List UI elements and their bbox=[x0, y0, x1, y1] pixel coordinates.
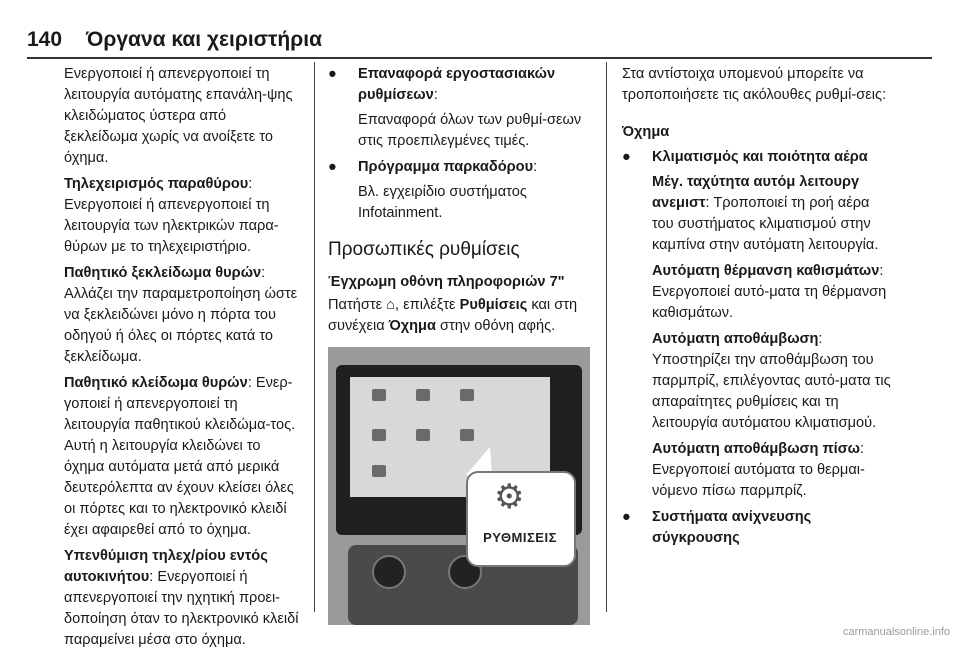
column-1 bbox=[64, 64, 302, 656]
bullet-factory-reset bbox=[328, 64, 590, 106]
bullet-term: Πρόγραμμα παρκαδόρου bbox=[358, 159, 534, 175]
bullet-term: Κλιματισμός και ποιότητα αέρα bbox=[652, 149, 868, 165]
instr-bold-settings: Ρυθμίσεις bbox=[459, 297, 528, 313]
app-tile bbox=[364, 465, 394, 493]
column-3 bbox=[622, 64, 892, 553]
sub-setting-fan-speed bbox=[622, 172, 892, 256]
home-icon: ⌂ bbox=[386, 297, 396, 313]
setting-passive-lock bbox=[64, 373, 302, 541]
bullet-term: Συστήματα ανίχνευσης σύγκρουσης bbox=[652, 509, 812, 546]
setting-text: : Ενερ-γοποιεί ή απενεργοποιεί τη λειτουργία παθητικού κλειδώμα-τος. Αυτή η λειτουργία κλειδώνει το όχημα αυτόματα μετά από μερικά δευτερόλεπτα αν έχουν κλείσει όλες οι πόρτες και το ηλεκτρονικό κλειδί έχει αφαιρεθεί από το όχημα. bbox=[64, 375, 296, 538]
app-icon bbox=[372, 465, 386, 477]
watermark: carmanualsonline.info bbox=[842, 626, 950, 638]
setting-term: Τηλεχειρισμός παραθύρου bbox=[64, 176, 249, 192]
gears-icon: ⚙ bbox=[494, 478, 525, 516]
bullet-valet-mode bbox=[328, 157, 590, 178]
column-2 bbox=[328, 64, 590, 625]
group-title: Όχημα bbox=[622, 124, 670, 140]
setting-term: Μέγ. ταχύτητα αυτόμ λειτουργ ανεμιστ bbox=[652, 174, 860, 211]
bullet-term: Επαναφορά εργοστασιακών ρυθμίσεων bbox=[358, 66, 556, 103]
setting-term: Αυτόματη αποθάμβωση πίσω bbox=[652, 441, 861, 457]
app-icon bbox=[416, 429, 430, 441]
page-number: 140 bbox=[27, 28, 63, 51]
sub-setting-defog bbox=[622, 329, 892, 434]
bullet-marker: ● bbox=[622, 149, 631, 165]
bullet-climate bbox=[622, 147, 892, 168]
setting-text: : Υποστηρίζει την αποθάμβωση του παρμπρίζ, επιλέγοντας αυτό-ματα τις απαραίτητες ρυθμίσεις και τη λειτουργία αυτόματου κλιματισμού. bbox=[652, 331, 891, 431]
intro-paragraph: Ενεργοποιεί ή απενεργοποιεί τη λειτουργία αυτόματης επανάλη-ψης κλειδώματος ύστερα από ξεκλείδωμα χωρίς να ανοίξετε το όχημα. bbox=[64, 66, 293, 166]
app-tile bbox=[452, 389, 482, 417]
column-divider bbox=[314, 62, 315, 612]
intro-paragraph: Στα αντίστοιχα υπομενού μπορείτε να τροποποιήσετε τις ακόλουθες ρυθμί-σεις: bbox=[622, 66, 887, 103]
instr-bold-vehicle: Όχημα bbox=[388, 318, 436, 334]
bullet-colon: : bbox=[433, 87, 438, 103]
setting-key-reminder bbox=[64, 546, 302, 651]
app-icon bbox=[460, 389, 474, 401]
app-icon bbox=[416, 389, 430, 401]
sub-setting-seat-heat bbox=[622, 261, 892, 324]
volume-knob bbox=[372, 555, 406, 589]
setting-term: Αυτόματη αποθάμβωση bbox=[652, 331, 819, 347]
bullet-text: Βλ. εγχειρίδιο συστήματος Infotainment. bbox=[358, 184, 527, 221]
app-tile bbox=[364, 429, 394, 457]
settings-label: ΡΥΘΜΙΣΕΙΣ bbox=[483, 530, 557, 545]
bullet-collision bbox=[622, 507, 892, 549]
setting-text: : Αλλάζει την παραμετροποίηση ώστε να ξεκλειδώνει μόνο η πόρτα του οδηγού ή όλες οι πόρτες κατά το ξεκλείδωμα. bbox=[64, 265, 298, 365]
setting-term: Υπενθύμιση τηλεχ/ρίου εντός αυτοκινήτου bbox=[64, 548, 268, 585]
setting-term: Παθητικό ξεκλείδωμα θυρών bbox=[64, 265, 262, 281]
instr-text: Πατήστε bbox=[328, 297, 387, 313]
column-divider bbox=[606, 62, 607, 612]
infotainment-illustration bbox=[328, 347, 590, 625]
instr-text: , επιλέξτε bbox=[395, 297, 460, 313]
instr-text: στην οθόνη αφής. bbox=[435, 318, 556, 334]
app-tile bbox=[408, 429, 438, 457]
page-header bbox=[27, 28, 322, 58]
setting-term: Αυτόματη θέρμανση καθισμάτων bbox=[652, 263, 880, 279]
section-title: Προσωπικές ρυθμίσεις bbox=[328, 239, 520, 260]
app-icon bbox=[460, 429, 474, 441]
bullet-marker: ● bbox=[328, 159, 337, 175]
chapter-title: Όργανα και χειριστήρια bbox=[86, 28, 322, 51]
setting-text: : Τροποποιεί τη ροή αέρα του συστήματος κλιματισμού στην καμπίνα στην αυτόματη λειτουργία. bbox=[652, 195, 879, 253]
setting-text: : Ενεργοποιεί αυτόματα το θερμαι-νόμενο πίσω παρμπρίζ. bbox=[652, 441, 865, 499]
setting-term: Παθητικό κλείδωμα θυρών bbox=[64, 375, 248, 391]
instruction-paragraph bbox=[328, 295, 590, 337]
bullet-marker: ● bbox=[328, 66, 337, 82]
bullet-text: Επαναφορά όλων των ρυθμί-σεων στις προεπιλεγμένες τιμές. bbox=[358, 112, 582, 149]
setting-passive-unlock bbox=[64, 263, 302, 368]
sub-setting-rear-defog bbox=[622, 439, 892, 502]
app-icon bbox=[372, 389, 386, 401]
app-tile bbox=[364, 389, 394, 417]
header-rule bbox=[27, 57, 932, 59]
instr-text: και στη συνέχεια bbox=[328, 297, 578, 334]
setting-text: : Ενεργοποιεί ή απενεργοποιεί τη λειτουργία των ηλεκτρικών παρα-θύρων με το τηλεχειριστήριο. bbox=[64, 176, 279, 255]
subsection-title: Έγχρωμη οθόνη πληροφοριών 7" bbox=[328, 274, 565, 290]
setting-text: : Ενεργοποιεί ή απενεργοποιεί την ηχητική προει-δοποίηση όταν το ηλεκτρονικό κλειδί παραμείνει μέσα στο όχημα. bbox=[64, 569, 299, 648]
app-tile bbox=[408, 389, 438, 417]
setting-remote-window bbox=[64, 174, 302, 258]
setting-text: : Ενεργοποιεί αυτό-ματα τη θέρμανση καθισμάτων. bbox=[652, 263, 887, 321]
app-icon bbox=[372, 429, 386, 441]
bullet-colon: : bbox=[533, 159, 538, 175]
bullet-marker: ● bbox=[622, 509, 631, 525]
